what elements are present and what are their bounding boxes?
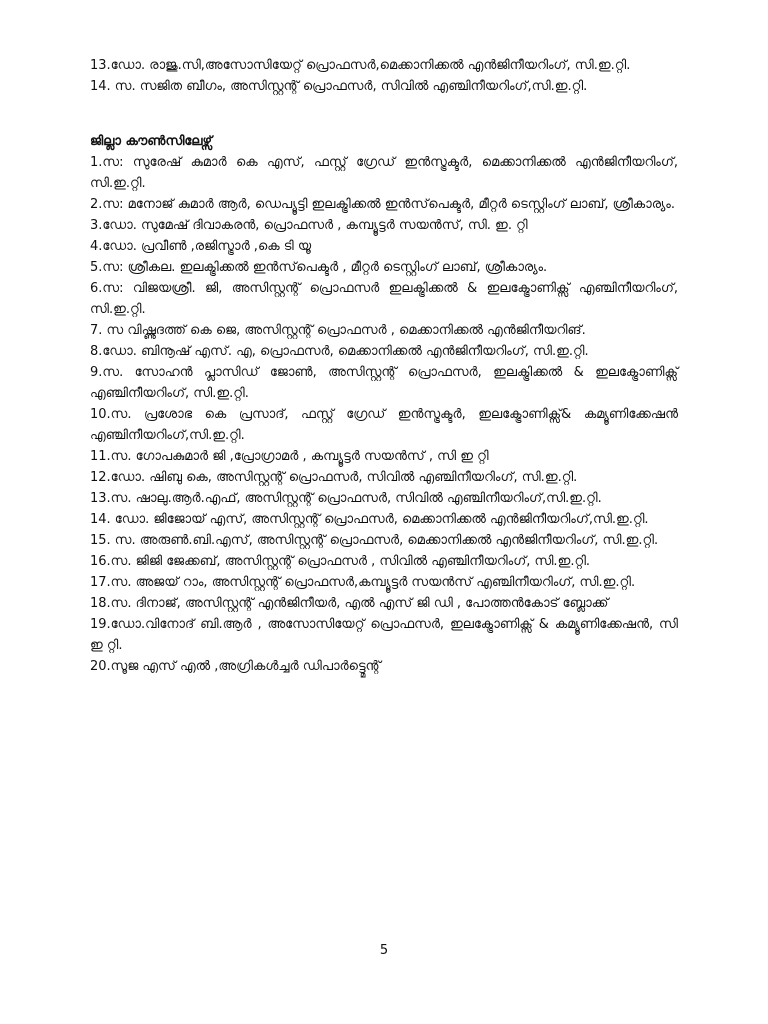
list-item: 14. ഡോ. ജിജോയ് എസ്, അസിസ്റ്റന്റ് പ്രൊഫസർ, മെക്കാനിക്കൽ എൻജിനീയറിംഗ്,സി.ഇ.റ്റി.: [90, 512, 649, 527]
list-item: 12.ഡോ. ഷിബു കെ, അസിസ്റ്റന്റ് പ്രൊഫസർ, സിവിൽ എഞ്ചിനീയറിംഗ്, സി.ഇ.റ്റി.: [90, 470, 578, 485]
list-item: 18.സ. ദിനാജ്, അസിസ്റ്റന്റ് എൻജിനീയർ, എൽ എസ് ജി ഡി , പോത്തൻകോട് ബ്ലോക്ക്: [90, 596, 609, 611]
list-item: 20.സൂജ എസ് എൽ ,അഗ്രികൾച്ചർ ഡിപാർട്ട്മെന്റ്: [90, 659, 381, 674]
list-item: 7. സ വിഷ്ണുദത്ത് കെ ജെ, അസിസ്റ്റന്റ് പ്രൊഫസർ , മെക്കാനിക്കൽ എൻജിനീയറിങ്.: [90, 323, 586, 338]
list-item: 4.ഡോ. പ്രവീൺ ,രജിസ്ട്രാർ ,കെ ടി യൂ: [90, 239, 312, 254]
list-item: 15. സ. അരുൺ.ബി.എസ്, അസിസ്റ്റന്റ് പ്രൊഫസർ, മെക്കാനിക്കൽ എൻജിനീയറിംഗ്, സി.ഇ.റ്റി.: [90, 533, 659, 548]
list-item: 2.സ: മനോജ് കുമാർ ആർ, ഡെപ്യൂട്ടി ഇലക്ട്രിക്കൽ ഇൻസ്‌പെക്ടർ, മീറ്റർ ടെസ്റ്റിംഗ് ലാബ്, ശ്രീകാര്യം.: [90, 197, 676, 212]
list-item: 5.സ: ശ്രീകല. ഇലക്ട്രിക്കൽ ഇൻസ്‌പെക്ടർ , മീറ്റർ ടെസ്റ്റിംഗ് ലാബ്, ശ്രീകാര്യം.: [90, 260, 548, 275]
section-spacer: [90, 97, 678, 131]
page-number: 5: [379, 943, 389, 958]
list-item: 1.സ: സുരേഷ് കുമാർ കെ എസ്, ഫസ്റ്റ് ഗ്രേഡ് ഇൻസ്ട്രക്ടർ, മെക്കാനിക്കൽ എൻജിനീയറിംഗ്, സി.ഇ.റ്റി.: [90, 155, 678, 191]
list-item: 10.സ. പ്രശോഭ കെ പ്രസാദ്, ഫസ്റ്റ് ഗ്രേഡ് ഇൻസ്ട്രക്ടർ, ഇലക്ട്രോണിക്സ്& കമ്യൂണിക്കേഷൻ എഞ്ചിനീയറിംഗ്,സി.ഇ.റ്റി.: [90, 407, 678, 443]
list-item: 17.സ. അജയ് റാം, അസിസ്റ്റന്റ് പ്രൊഫസർ,കമ്പ്യൂട്ടർ സയൻസ് എഞ്ചിനീയറിംഗ്, സി.ഇ.റ്റി.: [90, 575, 636, 590]
list-item: 8.ഡോ. ബിനൂഷ് എസ്. എ, പ്രൊഫസർ, മെക്കാനിക്കൽ എൻജിനീയറിംഗ്, സി.ഇ.റ്റി.: [90, 344, 589, 359]
list-item: 6.സ: വിജയശ്രീ. ജി, അസിസ്റ്റന്റ് പ്രൊഫസർ ഇലക്ട്രിക്കൽ & ഇലക്ട്രോണിക്സ് എഞ്ചിനീയറിംഗ്, സി.ഇ.റ്റി.: [90, 281, 678, 317]
list-item: 13.ഡോ. രാജു.സി,അസോസിയേറ്റ് പ്രൊഫസർ,മെക്കാനിക്കൽ എൻജിനീയറിംഗ്, സി.ഇ.റ്റി.: [90, 58, 631, 73]
list-item: 19.ഡോ.വിനോദ് ബി.ആർ , അസോസിയേറ്റ് പ്രൊഫസർ, ഇലക്ട്രോണിക്സ് & കമ്യൂണിക്കേഷൻ, സി ഇ റ്റി.: [90, 617, 678, 653]
list-item: 14. സ. സജിത ബീഗം, അസിസ്റ്റന്റ് പ്രൊഫസർ, സിവിൽ എഞ്ചിനീയറിംഗ്,സി.ഇ.റ്റി.: [90, 79, 588, 94]
document-body: [90, 55, 678, 677]
section-heading: ജില്ലാ കൗൺസിലേഴ്സ്: [90, 134, 213, 149]
list-item: 9.സ. സോഹൻ പ്ലാസിഡ് ജോൺ, അസിസ്റ്റന്റ് പ്രൊഫസർ, ഇലക്ട്രിക്കൽ & ഇലക്ട്രോണിക്സ് എഞ്ചിനീയറിംഗ്, സി.ഇ.റ്റി.: [90, 365, 678, 401]
list-item: 13.സ. ഷാലു.ആർ.എഫ്, അസിസ്റ്റന്റ് പ്രൊഫസർ, സിവിൽ എഞ്ചിനീയറിംഗ്,സി.ഇ.റ്റി.: [90, 491, 602, 506]
list-item: 11.സ. ഗോപകുമാർ ജി ,പ്രോഗ്രാമർ , കമ്പ്യൂട്ടർ സയൻസ് , സി ഇ റ്റി: [90, 449, 489, 464]
list-item: 3.ഡോ. സുമേഷ് ദിവാകരൻ, പ്രൊഫസർ , കമ്പ്യൂട്ടർ സയൻസ്, സി. ഇ. റ്റി: [90, 218, 528, 233]
list-item: 16.സ. ജിജി ജേക്കബ്, അസിസ്റ്റന്റ് പ്രൊഫസർ , സിവിൽ എഞ്ചിനീയറിംഗ്, സി.ഇ.റ്റി.: [90, 554, 591, 569]
